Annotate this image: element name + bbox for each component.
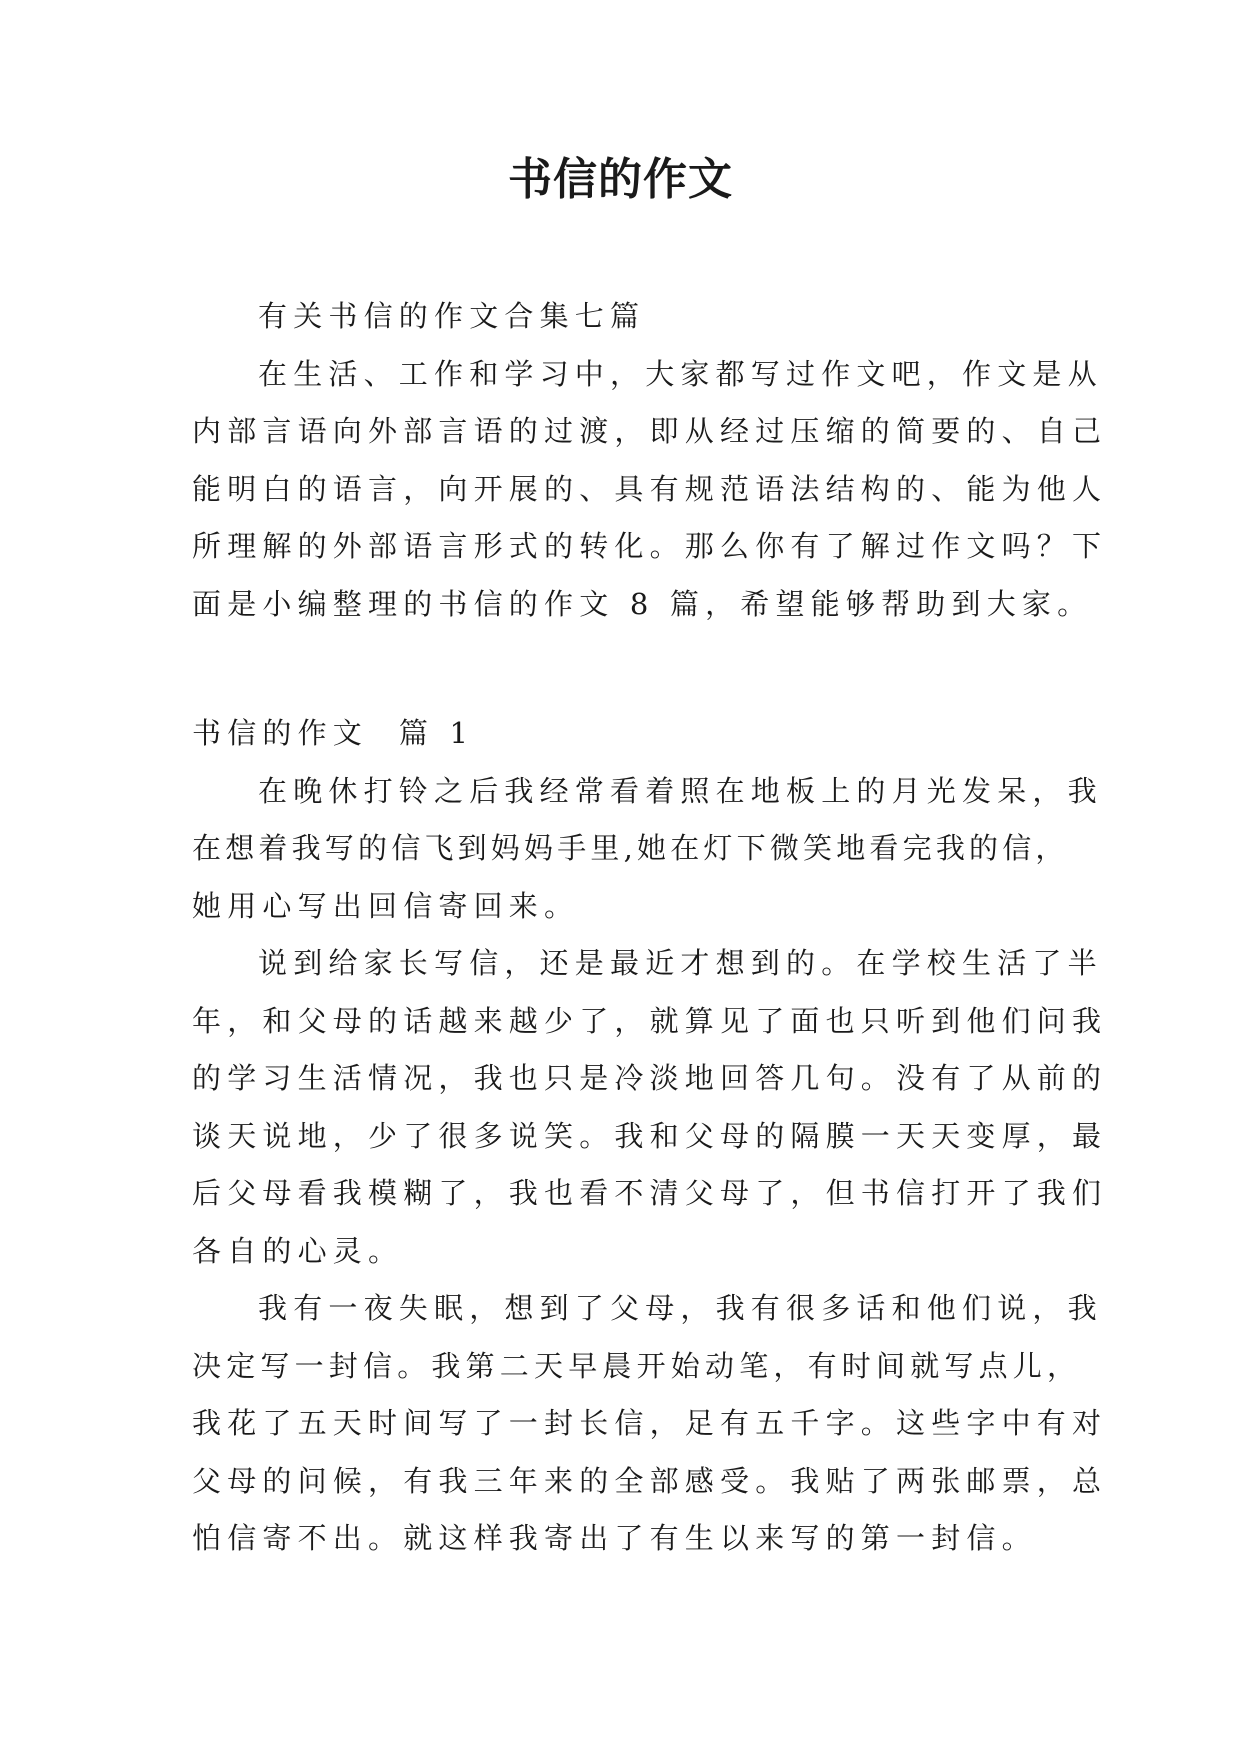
paragraph-line: 她用心写出回信寄回来。 <box>192 888 580 923</box>
body-paragraph <box>192 935 1108 1280</box>
paragraph-line: 怕信寄不出。就这样我寄出了有生以来写的第一封信。 <box>192 1521 1037 1555</box>
paragraph-line: 我花了五天时间写了一封长信，足有五千字。这些字中有对 <box>192 1406 1108 1440</box>
intro-line: 能明白的语言，向开展的、具有规范语法结构的、能为他人 <box>192 471 1108 506</box>
paragraph-line: 各自的心灵。 <box>192 1233 404 1268</box>
document-subtitle: 有关书信的作文合集七篇 <box>258 299 646 333</box>
paragraph-line: 我有一夜失眠，想到了父母，我有很多话和他们说，我 <box>258 1291 1103 1325</box>
paragraph-line: 后父母看我模糊了，我也看不清父母了，但书信打开了我们 <box>192 1176 1108 1210</box>
body-paragraph <box>192 1280 1108 1568</box>
intro-paragraph <box>192 346 1108 634</box>
intro-line: 面是小编整理的书信的作文 8 篇，希望能够帮助到大家。 <box>192 586 1093 621</box>
paragraph-line: 在想着我写的信飞到妈妈手里,她在灯下微笑地看完我的信， <box>192 831 1069 865</box>
paragraph-line: 在晚休打铃之后我经常看着照在地板上的月光发呆，我 <box>258 773 1103 808</box>
paragraph-line: 说到给家长写信，还是最近才想到的。在学校生活了半 <box>258 946 1103 980</box>
document-title: 书信的作文 <box>508 154 733 205</box>
section-heading: 书信的作文 篇 1 <box>192 716 475 750</box>
paragraph-line: 年，和父母的话越来越少了，就算见了面也只听到他们问我 <box>192 1003 1108 1038</box>
intro-line: 在生活、工作和学习中，大家都写过作文吧，作文是从 <box>258 356 1103 391</box>
document-body <box>192 288 1108 1568</box>
section-spacer <box>192 633 1072 705</box>
intro-line: 所理解的外部语言形式的转化。那么你有了解过作文吗？下 <box>192 529 1108 563</box>
paragraph-line: 的学习生活情况，我也只是冷淡地回答几句。没有了从前的 <box>192 1061 1108 1095</box>
body-paragraph <box>192 763 1103 936</box>
paragraph-line: 决定写一封信。我第二天早晨开始动笔，有时间就写点儿， <box>192 1348 1082 1383</box>
paragraph-line: 父母的问候，有我三年来的全部感受。我贴了两张邮票，总 <box>192 1463 1108 1498</box>
paragraph-line: 谈天说地，少了很多说笑。我和父母的隔膜一天天变厚，最 <box>192 1118 1108 1153</box>
intro-line: 内部言语向外部言语的过渡，即从经过压缩的简要的、自己 <box>192 414 1108 448</box>
